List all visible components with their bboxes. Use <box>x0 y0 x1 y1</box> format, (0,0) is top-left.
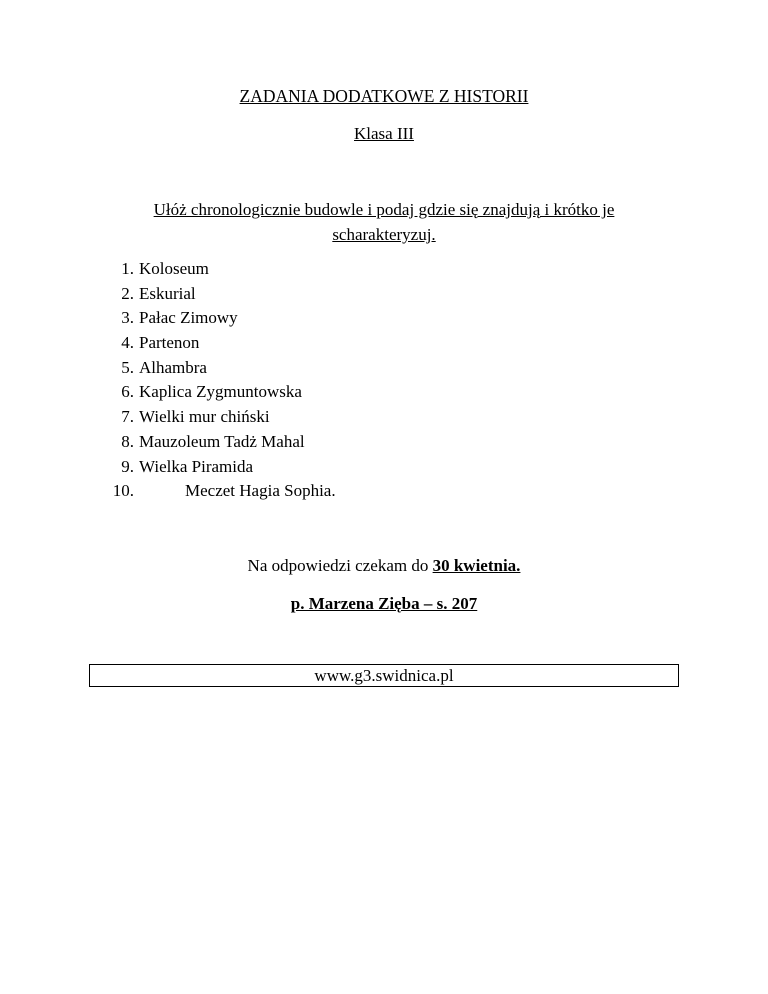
list-item-text: Wielka Piramida <box>139 456 254 476</box>
document-title: ZADANIA DODATKOWE Z HISTORII <box>239 86 529 106</box>
list-item-text: Kaplica Zygmuntowska <box>139 382 302 402</box>
list-item-number: 5. <box>121 357 134 377</box>
list-item-text: Pałac Zimowy <box>139 308 238 328</box>
website-footer: www.g3.swidnica.pl <box>89 664 679 687</box>
list-item-text: Eskurial <box>139 283 196 303</box>
teacher-signature: p. Marzena Zięba – s. 207 <box>290 594 478 613</box>
list-item-text: Meczet Hagia Sophia. <box>185 481 336 501</box>
deadline-date: 30 kwietnia. <box>432 556 521 575</box>
deadline-note <box>0 556 768 576</box>
list-item-text: Koloseum <box>139 259 209 278</box>
list-item-number: 7. <box>121 407 134 427</box>
instruction-line-1: Ułóż chronologicznie budowle i podaj gdzie się znajdują i krótko je <box>153 200 615 219</box>
list-item-number: 6. <box>121 382 134 402</box>
deadline-text: Na odpowiedzi czekam do <box>247 556 433 575</box>
list-item-text: Partenon <box>139 333 200 353</box>
list-item-number: 4. <box>121 333 134 353</box>
list-item-number: 9. <box>121 456 134 476</box>
list-item-number: 3. <box>121 308 134 328</box>
list-item-number: 1. <box>121 259 134 278</box>
list-item-text: Wielki mur chiński <box>139 407 270 427</box>
list-item-text: Mauzoleum Tadż Mahal <box>139 431 305 451</box>
list-item-text: Alhambra <box>139 357 207 377</box>
list-item-number: 10. <box>112 481 134 501</box>
list-item-number: 2. <box>121 283 134 303</box>
class-label: Klasa III <box>354 124 414 143</box>
list-item-number: 8. <box>121 431 134 451</box>
task-instruction <box>90 197 678 247</box>
instruction-line-2: scharakteryzuj. <box>332 225 436 244</box>
